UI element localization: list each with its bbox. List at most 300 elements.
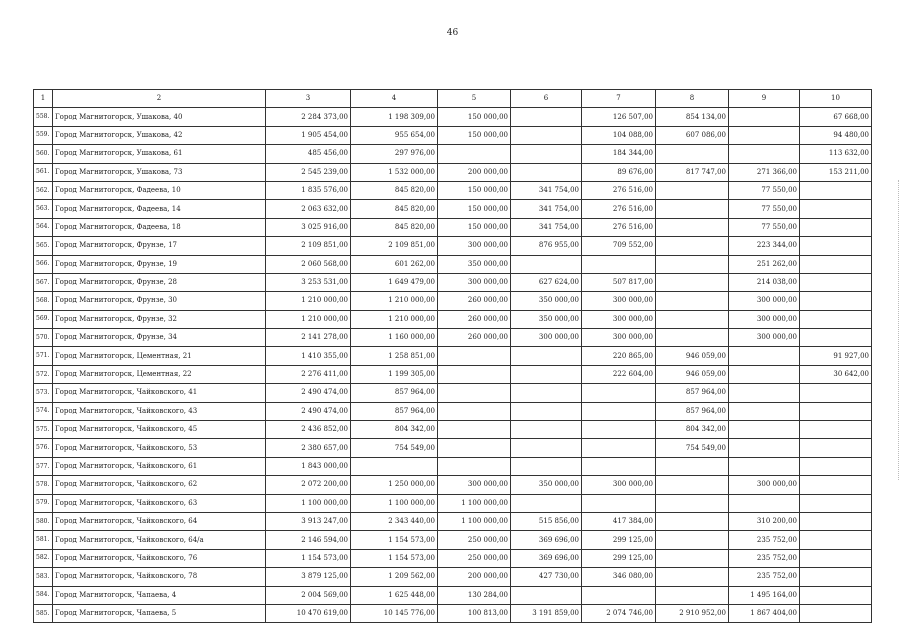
amount-cell: 341 754,00 bbox=[511, 181, 582, 199]
address-cell: Город Магнитогорск, Фрунзе, 28 bbox=[53, 273, 266, 291]
amount-cell: 341 754,00 bbox=[511, 218, 582, 236]
amount-cell: 507 817,00 bbox=[582, 273, 656, 291]
row-number-cell: 558. bbox=[34, 108, 53, 126]
amount-cell bbox=[582, 457, 656, 475]
amount-cell: 260 000,00 bbox=[438, 292, 511, 310]
amount-cell: 1 160 000,00 bbox=[351, 329, 438, 347]
amount-cell: 300 000,00 bbox=[582, 329, 656, 347]
table-row bbox=[34, 476, 872, 494]
amount-cell: 955 654,00 bbox=[351, 126, 438, 144]
amount-cell bbox=[729, 365, 800, 383]
amount-cell: 2 284 373,00 bbox=[266, 108, 351, 126]
table-row bbox=[34, 512, 872, 530]
amount-cell: 804 342,00 bbox=[351, 421, 438, 439]
amount-cell: 300 000,00 bbox=[729, 310, 800, 328]
row-number-cell: 574. bbox=[34, 402, 53, 420]
address-cell: Город Магнитогорск, Чайковского, 76 bbox=[53, 549, 266, 567]
address-cell: Город Магнитогорск, Ушакова, 73 bbox=[53, 163, 266, 181]
amount-cell: 3 191 859,00 bbox=[511, 604, 582, 622]
amount-cell: 2 343 440,00 bbox=[351, 512, 438, 530]
amount-cell: 857 964,00 bbox=[351, 384, 438, 402]
row-number-cell: 563. bbox=[34, 200, 53, 218]
amount-cell bbox=[582, 494, 656, 512]
amount-cell: 1 198 309,00 bbox=[351, 108, 438, 126]
column-header-6: 6 bbox=[511, 90, 582, 108]
amount-cell bbox=[582, 402, 656, 420]
table-body bbox=[34, 108, 872, 623]
address-cell: Город Магнитогорск, Чайковского, 64 bbox=[53, 512, 266, 530]
amount-cell bbox=[511, 402, 582, 420]
amount-cell: 1 210 000,00 bbox=[266, 310, 351, 328]
table-row bbox=[34, 200, 872, 218]
amount-cell: 2 074 746,00 bbox=[582, 604, 656, 622]
amount-cell: 3 879 125,00 bbox=[266, 568, 351, 586]
amount-cell bbox=[800, 255, 872, 273]
table-row bbox=[34, 292, 872, 310]
table-row bbox=[34, 604, 872, 622]
amount-cell: 91 927,00 bbox=[800, 347, 872, 365]
amount-cell: 2 109 851,00 bbox=[266, 237, 351, 255]
table-row bbox=[34, 439, 872, 457]
amount-cell bbox=[656, 310, 729, 328]
amount-cell: 220 865,00 bbox=[582, 347, 656, 365]
amount-cell bbox=[729, 421, 800, 439]
amount-cell: 300 000,00 bbox=[511, 329, 582, 347]
amount-cell: 235 752,00 bbox=[729, 531, 800, 549]
amount-cell: 250 000,00 bbox=[438, 531, 511, 549]
amount-cell bbox=[800, 421, 872, 439]
amount-cell bbox=[656, 200, 729, 218]
amount-cell bbox=[729, 384, 800, 402]
amount-cell: 299 125,00 bbox=[582, 549, 656, 567]
amount-cell: 300 000,00 bbox=[729, 329, 800, 347]
amount-cell: 300 000,00 bbox=[438, 237, 511, 255]
amount-cell: 150 000,00 bbox=[438, 126, 511, 144]
amount-cell: 223 344,00 bbox=[729, 237, 800, 255]
address-cell: Город Магнитогорск, Цементная, 22 bbox=[53, 365, 266, 383]
amount-cell: 297 976,00 bbox=[351, 145, 438, 163]
amount-cell: 1 210 000,00 bbox=[351, 310, 438, 328]
row-number-cell: 559. bbox=[34, 126, 53, 144]
amount-cell bbox=[800, 402, 872, 420]
amount-cell: 1 532 000,00 bbox=[351, 163, 438, 181]
address-cell: Город Магнитогорск, Чайковского, 64/а bbox=[53, 531, 266, 549]
amount-cell bbox=[656, 218, 729, 236]
amount-cell bbox=[511, 347, 582, 365]
address-cell: Город Магнитогорск, Фадеева, 18 bbox=[53, 218, 266, 236]
scan-edge-marks bbox=[896, 180, 899, 480]
amount-cell bbox=[656, 531, 729, 549]
amount-cell: 601 262,00 bbox=[351, 255, 438, 273]
amount-cell: 515 856,00 bbox=[511, 512, 582, 530]
table-row bbox=[34, 255, 872, 273]
table-row bbox=[34, 347, 872, 365]
amount-cell bbox=[656, 494, 729, 512]
amount-cell: 200 000,00 bbox=[438, 568, 511, 586]
amount-cell: 857 964,00 bbox=[351, 402, 438, 420]
amount-cell bbox=[800, 273, 872, 291]
amount-cell: 235 752,00 bbox=[729, 568, 800, 586]
amount-cell bbox=[438, 402, 511, 420]
amount-cell: 350 000,00 bbox=[511, 476, 582, 494]
row-number-cell: 568. bbox=[34, 292, 53, 310]
amount-cell: 150 000,00 bbox=[438, 108, 511, 126]
amount-cell: 153 211,00 bbox=[800, 163, 872, 181]
amount-cell bbox=[656, 568, 729, 586]
amount-cell bbox=[729, 108, 800, 126]
amount-cell: 1 100 000,00 bbox=[438, 494, 511, 512]
amount-cell: 857 964,00 bbox=[656, 384, 729, 402]
amount-cell: 1 843 000,00 bbox=[266, 457, 351, 475]
table-row bbox=[34, 126, 872, 144]
amount-cell bbox=[656, 512, 729, 530]
amount-cell: 271 366,00 bbox=[729, 163, 800, 181]
address-cell: Город Магнитогорск, Ушакова, 61 bbox=[53, 145, 266, 163]
amount-cell: 150 000,00 bbox=[438, 200, 511, 218]
address-cell: Город Магнитогорск, Чайковского, 43 bbox=[53, 402, 266, 420]
amount-cell bbox=[800, 329, 872, 347]
amount-cell: 2 063 632,00 bbox=[266, 200, 351, 218]
table-row bbox=[34, 145, 872, 163]
amount-cell: 276 516,00 bbox=[582, 200, 656, 218]
amount-cell: 1 154 573,00 bbox=[266, 549, 351, 567]
amount-cell bbox=[800, 439, 872, 457]
amount-cell: 1 100 000,00 bbox=[351, 494, 438, 512]
amount-cell: 2 276 411,00 bbox=[266, 365, 351, 383]
table-row bbox=[34, 494, 872, 512]
amount-cell bbox=[582, 439, 656, 457]
address-cell: Город Магнитогорск, Фадеева, 14 bbox=[53, 200, 266, 218]
amount-cell bbox=[351, 457, 438, 475]
amount-cell bbox=[729, 347, 800, 365]
amount-cell: 150 000,00 bbox=[438, 181, 511, 199]
amount-cell: 299 125,00 bbox=[582, 531, 656, 549]
amount-cell bbox=[511, 457, 582, 475]
row-number-cell: 580. bbox=[34, 512, 53, 530]
amount-cell bbox=[729, 145, 800, 163]
row-number-cell: 570. bbox=[34, 329, 53, 347]
amount-cell bbox=[656, 329, 729, 347]
amount-cell: 300 000,00 bbox=[438, 476, 511, 494]
amount-cell: 310 200,00 bbox=[729, 512, 800, 530]
amount-cell: 300 000,00 bbox=[582, 292, 656, 310]
amount-cell: 754 549,00 bbox=[656, 439, 729, 457]
amount-cell bbox=[438, 457, 511, 475]
amount-cell bbox=[656, 181, 729, 199]
amount-cell bbox=[800, 310, 872, 328]
amount-cell bbox=[656, 457, 729, 475]
amount-cell bbox=[729, 126, 800, 144]
amount-cell: 184 344,00 bbox=[582, 145, 656, 163]
row-number-cell: 581. bbox=[34, 531, 53, 549]
row-number-cell: 560. bbox=[34, 145, 53, 163]
data-table bbox=[33, 89, 872, 623]
row-number-cell: 578. bbox=[34, 476, 53, 494]
amount-cell bbox=[438, 439, 511, 457]
amount-cell: 417 384,00 bbox=[582, 512, 656, 530]
address-cell: Город Магнитогорск, Фрунзе, 30 bbox=[53, 292, 266, 310]
row-number-cell: 567. bbox=[34, 273, 53, 291]
amount-cell: 2 146 594,00 bbox=[266, 531, 351, 549]
amount-cell bbox=[656, 255, 729, 273]
amount-cell: 2 545 239,00 bbox=[266, 163, 351, 181]
amount-cell: 1 495 164,00 bbox=[729, 586, 800, 604]
column-header-4: 4 bbox=[351, 90, 438, 108]
amount-cell bbox=[511, 108, 582, 126]
amount-cell bbox=[800, 384, 872, 402]
amount-cell: 845 820,00 bbox=[351, 181, 438, 199]
amount-cell bbox=[656, 237, 729, 255]
amount-cell bbox=[800, 476, 872, 494]
amount-cell bbox=[656, 145, 729, 163]
amount-cell: 350 000,00 bbox=[438, 255, 511, 273]
address-cell: Город Магнитогорск, Чапаева, 5 bbox=[53, 604, 266, 622]
amount-cell bbox=[800, 494, 872, 512]
amount-cell: 113 632,00 bbox=[800, 145, 872, 163]
amount-cell bbox=[800, 586, 872, 604]
amount-cell: 3 913 247,00 bbox=[266, 512, 351, 530]
address-cell: Город Магнитогорск, Фрунзе, 17 bbox=[53, 237, 266, 255]
amount-cell bbox=[582, 586, 656, 604]
amount-cell bbox=[800, 531, 872, 549]
amount-cell: 2 490 474,00 bbox=[266, 384, 351, 402]
amount-cell bbox=[511, 421, 582, 439]
amount-cell: 260 000,00 bbox=[438, 329, 511, 347]
amount-cell: 77 550,00 bbox=[729, 181, 800, 199]
amount-cell: 89 676,00 bbox=[582, 163, 656, 181]
amount-cell bbox=[729, 457, 800, 475]
row-number-cell: 576. bbox=[34, 439, 53, 457]
amount-cell: 350 000,00 bbox=[511, 310, 582, 328]
amount-cell bbox=[511, 145, 582, 163]
amount-cell: 845 820,00 bbox=[351, 200, 438, 218]
amount-cell: 260 000,00 bbox=[438, 310, 511, 328]
address-cell: Город Магнитогорск, Фрунзе, 32 bbox=[53, 310, 266, 328]
amount-cell bbox=[511, 494, 582, 512]
amount-cell: 10 145 776,00 bbox=[351, 604, 438, 622]
address-cell: Город Магнитогорск, Фрунзе, 19 bbox=[53, 255, 266, 273]
amount-cell: 100 813,00 bbox=[438, 604, 511, 622]
amount-cell bbox=[438, 421, 511, 439]
amount-cell bbox=[438, 347, 511, 365]
column-header-2: 2 bbox=[53, 90, 266, 108]
amount-cell bbox=[511, 439, 582, 457]
amount-cell bbox=[511, 384, 582, 402]
amount-cell bbox=[438, 384, 511, 402]
amount-cell bbox=[800, 568, 872, 586]
address-cell: Город Магнитогорск, Ушакова, 42 bbox=[53, 126, 266, 144]
amount-cell: 1 250 000,00 bbox=[351, 476, 438, 494]
amount-cell: 30 642,00 bbox=[800, 365, 872, 383]
amount-cell: 2 004 569,00 bbox=[266, 586, 351, 604]
table-row bbox=[34, 237, 872, 255]
column-header-10: 10 bbox=[800, 90, 872, 108]
table-row bbox=[34, 421, 872, 439]
row-number-cell: 582. bbox=[34, 549, 53, 567]
amount-cell bbox=[800, 512, 872, 530]
amount-cell: 300 000,00 bbox=[438, 273, 511, 291]
amount-cell: 350 000,00 bbox=[511, 292, 582, 310]
amount-cell: 77 550,00 bbox=[729, 218, 800, 236]
amount-cell: 300 000,00 bbox=[729, 476, 800, 494]
amount-cell bbox=[582, 384, 656, 402]
address-cell: Город Магнитогорск, Чайковского, 63 bbox=[53, 494, 266, 512]
amount-cell: 214 038,00 bbox=[729, 273, 800, 291]
amount-cell: 276 516,00 bbox=[582, 181, 656, 199]
address-cell: Город Магнитогорск, Чайковского, 62 bbox=[53, 476, 266, 494]
amount-cell bbox=[511, 255, 582, 273]
row-number-cell: 564. bbox=[34, 218, 53, 236]
amount-cell: 1 625 448,00 bbox=[351, 586, 438, 604]
amount-cell bbox=[656, 292, 729, 310]
column-header-3: 3 bbox=[266, 90, 351, 108]
row-number-cell: 577. bbox=[34, 457, 53, 475]
amount-cell: 2 910 952,00 bbox=[656, 604, 729, 622]
amount-cell bbox=[511, 586, 582, 604]
table-row bbox=[34, 310, 872, 328]
table-row bbox=[34, 457, 872, 475]
table-row bbox=[34, 218, 872, 236]
amount-cell: 1 905 454,00 bbox=[266, 126, 351, 144]
amount-cell: 845 820,00 bbox=[351, 218, 438, 236]
table-row bbox=[34, 329, 872, 347]
amount-cell: 300 000,00 bbox=[582, 310, 656, 328]
amount-cell bbox=[656, 273, 729, 291]
amount-cell: 804 342,00 bbox=[656, 421, 729, 439]
amount-cell: 1 210 000,00 bbox=[351, 292, 438, 310]
column-header-9: 9 bbox=[729, 90, 800, 108]
amount-cell: 2 490 474,00 bbox=[266, 402, 351, 420]
row-number-cell: 561. bbox=[34, 163, 53, 181]
amount-cell: 369 696,00 bbox=[511, 549, 582, 567]
address-cell: Город Магнитогорск, Фрунзе, 34 bbox=[53, 329, 266, 347]
amount-cell: 854 134,00 bbox=[656, 108, 729, 126]
row-number-cell: 571. bbox=[34, 347, 53, 365]
amount-cell: 369 696,00 bbox=[511, 531, 582, 549]
row-number-cell: 583. bbox=[34, 568, 53, 586]
amount-cell: 126 507,00 bbox=[582, 108, 656, 126]
amount-cell: 346 080,00 bbox=[582, 568, 656, 586]
table-row bbox=[34, 163, 872, 181]
amount-cell: 2 109 851,00 bbox=[351, 237, 438, 255]
amount-cell: 485 456,00 bbox=[266, 145, 351, 163]
amount-cell bbox=[511, 365, 582, 383]
amount-cell: 1 649 479,00 bbox=[351, 273, 438, 291]
amount-cell: 709 552,00 bbox=[582, 237, 656, 255]
amount-cell: 341 754,00 bbox=[511, 200, 582, 218]
amount-cell bbox=[800, 181, 872, 199]
amount-cell bbox=[729, 439, 800, 457]
amount-cell: 1 410 355,00 bbox=[266, 347, 351, 365]
row-number-cell: 585. bbox=[34, 604, 53, 622]
amount-cell: 754 549,00 bbox=[351, 439, 438, 457]
amount-cell bbox=[800, 457, 872, 475]
table-row bbox=[34, 181, 872, 199]
row-number-cell: 562. bbox=[34, 181, 53, 199]
table-row bbox=[34, 402, 872, 420]
amount-cell bbox=[656, 549, 729, 567]
amount-cell bbox=[511, 126, 582, 144]
row-number-cell: 569. bbox=[34, 310, 53, 328]
amount-cell: 251 262,00 bbox=[729, 255, 800, 273]
amount-cell bbox=[656, 476, 729, 494]
amount-cell: 2 060 568,00 bbox=[266, 255, 351, 273]
table-row bbox=[34, 549, 872, 567]
amount-cell bbox=[438, 145, 511, 163]
row-number-cell: 584. bbox=[34, 586, 53, 604]
amount-cell bbox=[800, 237, 872, 255]
address-cell: Город Магнитогорск, Цементная, 21 bbox=[53, 347, 266, 365]
table-row bbox=[34, 273, 872, 291]
amount-cell: 150 000,00 bbox=[438, 218, 511, 236]
amount-cell: 2 141 278,00 bbox=[266, 329, 351, 347]
amount-cell: 607 086,00 bbox=[656, 126, 729, 144]
column-header-1: 1 bbox=[34, 90, 53, 108]
header-row bbox=[34, 90, 872, 108]
amount-cell: 77 550,00 bbox=[729, 200, 800, 218]
table-row bbox=[34, 108, 872, 126]
address-cell: Город Магнитогорск, Чайковского, 45 bbox=[53, 421, 266, 439]
amount-cell bbox=[800, 292, 872, 310]
amount-cell: 2 436 852,00 bbox=[266, 421, 351, 439]
table-row bbox=[34, 365, 872, 383]
amount-cell bbox=[800, 200, 872, 218]
row-number-cell: 575. bbox=[34, 421, 53, 439]
amount-cell: 1 199 305,00 bbox=[351, 365, 438, 383]
amount-cell: 1 100 000,00 bbox=[266, 494, 351, 512]
amount-cell: 130 284,00 bbox=[438, 586, 511, 604]
amount-cell: 2 072 200,00 bbox=[266, 476, 351, 494]
address-cell: Город Магнитогорск, Ушакова, 40 bbox=[53, 108, 266, 126]
table-row bbox=[34, 586, 872, 604]
amount-cell: 235 752,00 bbox=[729, 549, 800, 567]
column-header-7: 7 bbox=[582, 90, 656, 108]
address-cell: Город Магнитогорск, Чайковского, 61 bbox=[53, 457, 266, 475]
address-cell: Город Магнитогорск, Фадеева, 10 bbox=[53, 181, 266, 199]
amount-cell bbox=[582, 421, 656, 439]
amount-cell: 250 000,00 bbox=[438, 549, 511, 567]
table-row bbox=[34, 531, 872, 549]
row-number-cell: 573. bbox=[34, 384, 53, 402]
amount-cell: 300 000,00 bbox=[582, 476, 656, 494]
row-number-cell: 565. bbox=[34, 237, 53, 255]
amount-cell: 276 516,00 bbox=[582, 218, 656, 236]
amount-cell: 946 059,00 bbox=[656, 347, 729, 365]
amount-cell bbox=[800, 604, 872, 622]
amount-cell bbox=[729, 494, 800, 512]
row-number-cell: 566. bbox=[34, 255, 53, 273]
table-row bbox=[34, 568, 872, 586]
address-cell: Город Магнитогорск, Чапаева, 4 bbox=[53, 586, 266, 604]
address-cell: Город Магнитогорск, Чайковского, 78 bbox=[53, 568, 266, 586]
row-number-cell: 572. bbox=[34, 365, 53, 383]
amount-cell: 222 604,00 bbox=[582, 365, 656, 383]
amount-cell bbox=[582, 255, 656, 273]
column-header-5: 5 bbox=[438, 90, 511, 108]
amount-cell bbox=[800, 218, 872, 236]
page-number: 46 bbox=[446, 28, 459, 38]
amount-cell: 10 470 619,00 bbox=[266, 604, 351, 622]
amount-cell: 3 025 916,00 bbox=[266, 218, 351, 236]
amount-cell bbox=[511, 163, 582, 181]
amount-cell: 627 624,00 bbox=[511, 273, 582, 291]
address-cell: Город Магнитогорск, Чайковского, 53 bbox=[53, 439, 266, 457]
amount-cell: 104 088,00 bbox=[582, 126, 656, 144]
amount-cell: 1 867 404,00 bbox=[729, 604, 800, 622]
amount-cell: 1 209 562,00 bbox=[351, 568, 438, 586]
amount-cell: 1 835 576,00 bbox=[266, 181, 351, 199]
table-row bbox=[34, 384, 872, 402]
